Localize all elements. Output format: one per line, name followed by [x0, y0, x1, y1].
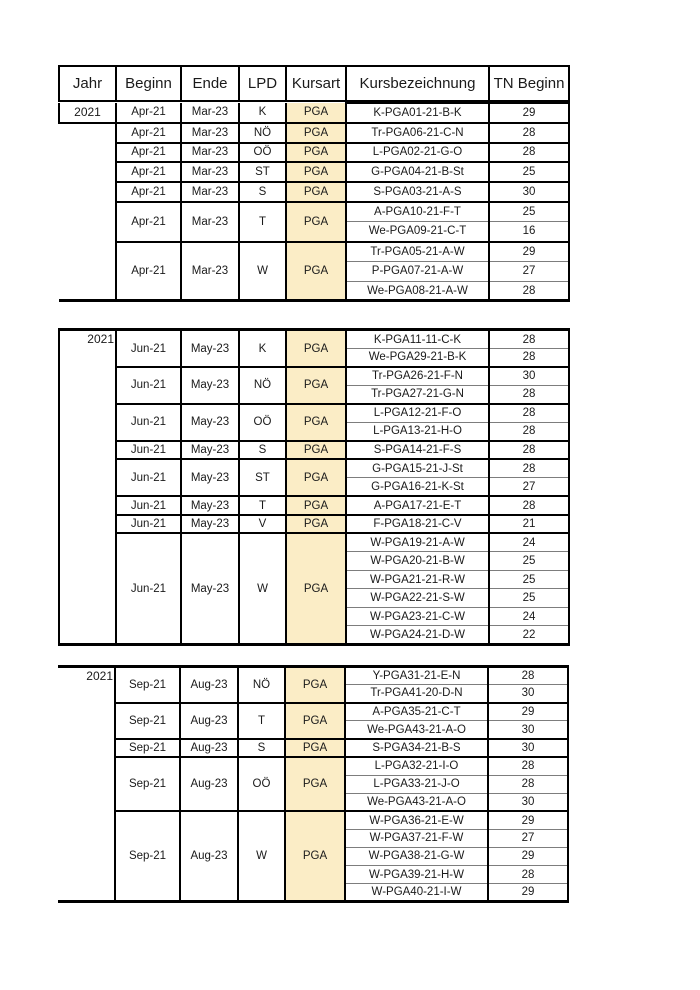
table-row — [59, 330, 569, 349]
ende-cell: May-23 — [181, 330, 239, 367]
jahr-empty-cell — [59, 202, 116, 222]
beginn-cell: Sep-21 — [115, 739, 180, 757]
tn-beginn-cell: 30 — [488, 739, 568, 757]
beginn-cell: Jun-21 — [116, 459, 181, 496]
kursart-cell: PGA — [286, 330, 346, 367]
tn-beginn-cell: 28 — [488, 775, 568, 793]
kursart-cell: PGA — [286, 533, 346, 644]
lpd-cell: T — [239, 202, 286, 242]
beginn-cell: Apr-21 — [116, 162, 181, 182]
jahr-empty-cell — [59, 123, 116, 143]
table-row — [59, 162, 569, 182]
header-cell-lpd: LPD — [239, 66, 286, 101]
beginn-cell: Sep-21 — [115, 666, 180, 702]
course-name-cell: Tr-PGA06-21-C-N — [346, 123, 489, 143]
lpd-cell: OÖ — [238, 757, 285, 811]
kursart-cell: PGA — [285, 811, 345, 901]
course-name-cell: W-PGA38-21-G-W — [345, 847, 488, 865]
course-name-cell: W-PGA37-21-F-W — [345, 829, 488, 847]
lpd-cell: ST — [239, 162, 286, 182]
tn-beginn-cell: 28 — [489, 385, 569, 404]
table-row — [59, 182, 569, 202]
table-row — [58, 703, 568, 721]
lpd-cell: V — [239, 515, 286, 534]
jahr-cell: 2021 — [58, 666, 115, 901]
table-row — [59, 533, 569, 552]
lpd-cell: OÖ — [239, 143, 286, 163]
tn-beginn-cell: 28 — [489, 330, 569, 349]
jahr-empty-cell — [59, 182, 116, 202]
tn-beginn-cell: 28 — [488, 866, 568, 884]
kursart-cell: PGA — [286, 367, 346, 404]
beginn-cell: Jun-21 — [116, 533, 181, 644]
tn-beginn-cell: 30 — [489, 182, 569, 202]
table-row — [59, 404, 569, 423]
beginn-cell: Jun-21 — [116, 441, 181, 460]
header-row — [59, 66, 569, 101]
course-name-cell: W-PGA36-21-E-W — [345, 811, 488, 829]
kursart-cell: PGA — [285, 703, 345, 739]
tn-beginn-cell: 28 — [489, 404, 569, 423]
course-name-cell: P-PGA07-21-A-W — [346, 261, 489, 281]
ende-cell: May-23 — [181, 404, 239, 441]
table-row — [58, 757, 568, 775]
tn-beginn-cell: 28 — [489, 459, 569, 478]
course-name-cell: S-PGA14-21-F-S — [346, 441, 489, 460]
table-row — [58, 811, 568, 829]
course-name-cell: We-PGA08-21-A-W — [346, 281, 489, 301]
course-name-cell: A-PGA17-21-E-T — [346, 496, 489, 515]
course-name-cell: W-PGA22-21-S-W — [346, 589, 489, 608]
tn-beginn-cell: 25 — [489, 552, 569, 571]
header-table — [58, 65, 570, 102]
jahr-empty-cell — [59, 162, 116, 182]
lpd-cell: S — [239, 182, 286, 202]
tn-beginn-cell: 29 — [488, 884, 568, 902]
kursart-cell: PGA — [286, 143, 346, 163]
table-row — [59, 143, 569, 163]
course-name-cell: S-PGA34-21-B-S — [345, 739, 488, 757]
course-name-cell: L-PGA33-21-J-O — [345, 775, 488, 793]
header-cell-jahr: Jahr — [59, 66, 116, 101]
course-name-cell: We-PGA29-21-B-K — [346, 348, 489, 367]
kursart-cell: PGA — [286, 496, 346, 515]
kursart-cell: PGA — [286, 103, 346, 123]
course-name-cell: We-PGA09-21-C-T — [346, 222, 489, 242]
tn-beginn-cell: 27 — [489, 261, 569, 281]
tn-beginn-cell: 29 — [488, 811, 568, 829]
beginn-cell: Jun-21 — [116, 515, 181, 534]
tn-beginn-cell: 29 — [489, 242, 569, 262]
lpd-cell: NÖ — [239, 123, 286, 143]
course-name-cell: G-PGA04-21-B-St — [346, 162, 489, 182]
tn-beginn-cell: 28 — [489, 496, 569, 515]
lpd-cell: S — [238, 739, 285, 757]
table-row — [59, 202, 569, 222]
beginn-cell: Jun-21 — [116, 367, 181, 404]
kursart-cell: PGA — [286, 162, 346, 182]
beginn-cell: Apr-21 — [116, 202, 181, 242]
course-name-cell: L-PGA13-21-H-O — [346, 422, 489, 441]
tn-beginn-cell: 28 — [488, 757, 568, 775]
tn-beginn-cell: 24 — [489, 607, 569, 626]
table-row — [59, 441, 569, 460]
course-name-cell: Tr-PGA41-20-D-N — [345, 685, 488, 703]
tn-beginn-cell: 29 — [489, 103, 569, 123]
tn-beginn-cell: 25 — [489, 589, 569, 608]
ende-cell: Mar-23 — [181, 103, 239, 123]
lpd-cell: NÖ — [238, 666, 285, 702]
table-row — [58, 666, 568, 684]
kursart-cell: PGA — [286, 459, 346, 496]
table-section-3 — [58, 665, 569, 903]
header-cell-tn-beginn: TN Beginn — [489, 66, 569, 101]
kursart-cell: PGA — [286, 242, 346, 301]
table-row — [58, 739, 568, 757]
course-name-cell: We-PGA43-21-A-O — [345, 721, 488, 739]
kursart-cell: PGA — [286, 404, 346, 441]
beginn-cell: Jun-21 — [116, 404, 181, 441]
tn-beginn-cell: 30 — [489, 367, 569, 386]
tn-beginn-cell: 27 — [489, 478, 569, 497]
course-name-cell: G-PGA16-21-K-St — [346, 478, 489, 497]
table-row — [59, 496, 569, 515]
kursart-cell: PGA — [286, 123, 346, 143]
course-name-cell: G-PGA15-21-J-St — [346, 459, 489, 478]
kursart-cell: PGA — [286, 182, 346, 202]
lpd-cell: T — [239, 496, 286, 515]
course-name-cell: W-PGA21-21-R-W — [346, 570, 489, 589]
table-row — [59, 367, 569, 386]
ende-cell: May-23 — [181, 367, 239, 404]
course-name-cell: F-PGA18-21-C-V — [346, 515, 489, 534]
course-table — [58, 65, 568, 903]
kursart-cell: PGA — [285, 757, 345, 811]
lpd-cell: ST — [239, 459, 286, 496]
course-name-cell: We-PGA43-21-A-O — [345, 793, 488, 811]
tn-beginn-cell: 28 — [489, 348, 569, 367]
beginn-cell: Apr-21 — [116, 182, 181, 202]
course-name-cell: W-PGA24-21-D-W — [346, 626, 489, 645]
table-row — [59, 123, 569, 143]
ende-cell: Aug-23 — [180, 811, 238, 901]
tn-beginn-cell: 29 — [488, 703, 568, 721]
beginn-cell: Sep-21 — [115, 703, 180, 739]
tn-beginn-cell: 29 — [488, 847, 568, 865]
tn-beginn-cell: 28 — [489, 441, 569, 460]
course-name-cell: L-PGA02-21-G-O — [346, 143, 489, 163]
kursart-cell: PGA — [286, 202, 346, 242]
ende-cell: Aug-23 — [180, 757, 238, 811]
tn-beginn-cell: 27 — [488, 829, 568, 847]
jahr-empty-cell — [59, 222, 116, 242]
tn-beginn-cell: 25 — [489, 162, 569, 182]
course-name-cell: L-PGA12-21-F-O — [346, 404, 489, 423]
tn-beginn-cell: 25 — [489, 570, 569, 589]
course-name-cell: Tr-PGA27-21-G-N — [346, 385, 489, 404]
jahr-empty-cell — [59, 261, 116, 281]
lpd-cell: NÖ — [239, 367, 286, 404]
lpd-cell: W — [239, 242, 286, 301]
ende-cell: Aug-23 — [180, 666, 238, 702]
ende-cell: Mar-23 — [181, 143, 239, 163]
table-row — [59, 515, 569, 534]
table-row — [59, 459, 569, 478]
header-cell-kursart: Kursart — [286, 66, 346, 101]
table-row — [59, 103, 569, 123]
course-name-cell: K-PGA01-21-B-K — [346, 103, 489, 123]
beginn-cell: Apr-21 — [116, 123, 181, 143]
beginn-cell: Apr-21 — [116, 103, 181, 123]
lpd-cell: W — [239, 533, 286, 644]
kursart-cell: PGA — [286, 515, 346, 534]
course-name-cell: W-PGA40-21-I-W — [345, 884, 488, 902]
table-section-1 — [58, 102, 570, 302]
beginn-cell: Sep-21 — [115, 811, 180, 901]
tn-beginn-cell: 30 — [488, 721, 568, 739]
course-name-cell: Y-PGA31-21-E-N — [345, 666, 488, 684]
jahr-cell: 2021 — [59, 330, 116, 645]
tn-beginn-cell: 22 — [489, 626, 569, 645]
ende-cell: May-23 — [181, 441, 239, 460]
jahr-empty-cell — [59, 143, 116, 163]
course-name-cell: A-PGA35-21-C-T — [345, 703, 488, 721]
tn-beginn-cell: 30 — [488, 685, 568, 703]
ende-cell: May-23 — [181, 533, 239, 644]
ende-cell: Aug-23 — [180, 703, 238, 739]
tn-beginn-cell: 16 — [489, 222, 569, 242]
ende-cell: Mar-23 — [181, 123, 239, 143]
tn-beginn-cell: 28 — [489, 422, 569, 441]
beginn-cell: Apr-21 — [116, 242, 181, 301]
course-name-cell: W-PGA20-21-B-W — [346, 552, 489, 571]
ende-cell: Aug-23 — [180, 739, 238, 757]
table-sections — [58, 102, 568, 903]
ende-cell: Mar-23 — [181, 202, 239, 242]
jahr-empty-cell — [59, 281, 116, 301]
beginn-cell: Sep-21 — [115, 757, 180, 811]
header-cell-beginn: Beginn — [116, 66, 181, 101]
course-name-cell: L-PGA32-21-I-O — [345, 757, 488, 775]
kursart-cell: PGA — [286, 441, 346, 460]
course-name-cell: Tr-PGA26-21-F-N — [346, 367, 489, 386]
course-name-cell: Tr-PGA05-21-A-W — [346, 242, 489, 262]
tn-beginn-cell: 21 — [489, 515, 569, 534]
beginn-cell: Apr-21 — [116, 143, 181, 163]
tn-beginn-cell: 28 — [489, 281, 569, 301]
course-name-cell: S-PGA03-21-A-S — [346, 182, 489, 202]
lpd-cell: K — [239, 330, 286, 367]
course-name-cell: W-PGA19-21-A-W — [346, 533, 489, 552]
table-row — [59, 242, 569, 262]
course-name-cell: W-PGA39-21-H-W — [345, 866, 488, 884]
kursart-cell: PGA — [285, 666, 345, 702]
tn-beginn-cell: 28 — [489, 123, 569, 143]
lpd-cell: S — [239, 441, 286, 460]
tn-beginn-cell: 28 — [489, 143, 569, 163]
course-name-cell: W-PGA23-21-C-W — [346, 607, 489, 626]
lpd-cell: OÖ — [239, 404, 286, 441]
tn-beginn-cell: 24 — [489, 533, 569, 552]
course-name-cell: K-PGA11-11-C-K — [346, 330, 489, 349]
beginn-cell: Jun-21 — [116, 330, 181, 367]
ende-cell: Mar-23 — [181, 162, 239, 182]
course-name-cell: A-PGA10-21-F-T — [346, 202, 489, 222]
beginn-cell: Jun-21 — [116, 496, 181, 515]
ende-cell: May-23 — [181, 515, 239, 534]
lpd-cell: T — [238, 703, 285, 739]
table-section-2 — [58, 328, 570, 646]
ende-cell: Mar-23 — [181, 242, 239, 301]
lpd-cell: K — [239, 103, 286, 123]
jahr-cell: 2021 — [59, 103, 116, 123]
ende-cell: Mar-23 — [181, 182, 239, 202]
ende-cell: May-23 — [181, 459, 239, 496]
tn-beginn-cell: 28 — [488, 666, 568, 684]
header-cell-ende: Ende — [181, 66, 239, 101]
tn-beginn-cell: 25 — [489, 202, 569, 222]
jahr-empty-cell — [59, 242, 116, 262]
tn-beginn-cell: 30 — [488, 793, 568, 811]
lpd-cell: W — [238, 811, 285, 901]
header-cell-kursbezeichnung: Kursbezeichnung — [346, 66, 489, 101]
ende-cell: May-23 — [181, 496, 239, 515]
kursart-cell: PGA — [285, 739, 345, 757]
